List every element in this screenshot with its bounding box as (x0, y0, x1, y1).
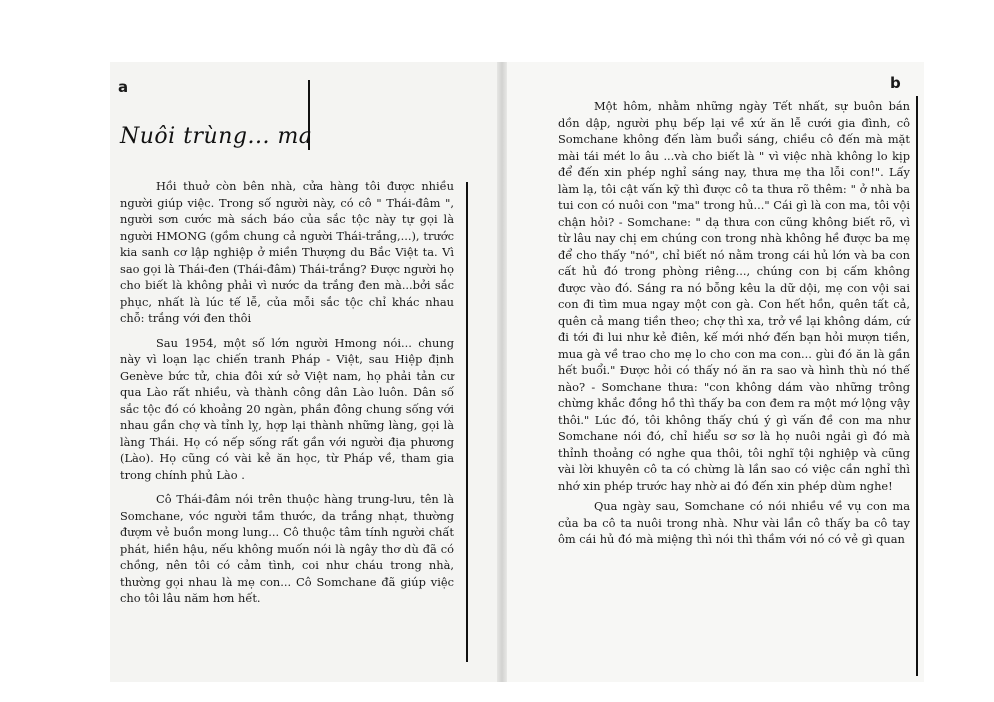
paragraph: Một hôm, nhằm những ngày Tết nhất, sự buôn bán dồn dập, người phụ bếp lại về xứ ăn lễ cưới gia đình, cô Somchane không đến làm buổi sáng, chiều cô đến mà mặt mài tái mét lo âu ...và cho biết là " vì việc nhà không lo kịp để đến xin phép nghỉ sáng nay, thưa mẹ tha lỗi con!". Lấy làm lạ, tôi cật vấn kỹ thì được cô ta thưa rõ thêm: " ở nhà ba tui con có nuôi con "ma" trong hủ..." Cái gì là con ma, tôi vội chận hỏi? - Somchane: " dạ thưa con cũng không biết rõ, vì từ lâu nay chị em chúng con trong nhà không hề được ba mẹ để cho thấy "nó", chỉ biết nó nằm trong cái hủ lớn và ba con cất hủ đó trong phòng riêng..., chúng con bị cấm không được vào đó. Sáng ra nó bỗng kêu la dữ dội, mẹ con vội sai con đi tìm mua ngay một con gà. Con hết hồn, quên tất cả, quên cả mang tiền theo; chợ thì xa, trở về lại không dám, cứ đi tới đi lui như kẻ điên, kế mới nhớ đến bạn hỏi mượn tiền, mua gà về trao cho mẹ lo cho con ma con... gùi đó ăn là gần hết buổi." Được hỏi có thấy nó ăn ra sao và hình thù nó thế nào? - Somchane thưa: "con không dám vào những trông chừng khắc đồng hồ thì thấy ba con đem ra một mớ lộng vậy thôi." Lúc đó, tôi không thấy chú ý gì vấn đề con ma như Somchane nói đó, chỉ hiểu sơ sơ là họ nuôi ngải gì đó mà thỉnh thoảng có nghe qua thôi, tôi nghĩ tội nghiệp và cũng vài lời khuyên cô ta có chừng là lần sao có việc cần nghỉ thì nhớ xin phép trước hay nhờ ai đó đến xin phép dùm nghe! (558, 99, 910, 493)
story-title: Nuôi trùng... ma (120, 124, 313, 149)
left-page-corner-label: a (118, 78, 129, 96)
paragraph: Qua ngày sau, Somchane có nói nhiều về vụ con ma của ba cô ta nuôi trong nhà. Như vài lần cô thấy ba cô tay ôm cái hủ đó mà miệng thì nói thì thầm với nó có vẻ gì quan (558, 499, 910, 546)
paragraph: Sau 1954, một số lớn người Hmong nói... chung này vì loạn lạc chiến tranh Pháp - Việt, sau Hiệp định Genève bức tử, chia đôi xứ sở Việt nam, họ phải tản cư qua Lào rất nhiều, và thành công dân Lào luôn. Dân số sắc tộc đó có khoảng 20 ngàn, phần đông chung sống với nhau gần chợ và tỉnh lỵ, hợp lại thành những làng, gọi là làng Thái. Họ có nếp sống rất gần với người địa phương (Lào). Họ cũng có vài kẻ ăn học, từ Pháp về, tham gia trong chính phủ Lào . (120, 335, 454, 482)
right-page-corner-label: b (890, 74, 901, 92)
book-spine (497, 62, 507, 682)
paragraph: Hồi thuở còn bên nhà, cửa hàng tôi được nhiều người giúp việc. Trong số người này, có cô " Thái-đâm ", người sơn cước mà sách báo của sắc tộc này tự gọi là người HMONG (gồm chung cả người Thái-trắng,...), trước kia sanh cơ lập nghiệp ở miền Thượng du Bắc Việt ta. Vì sao gọi là Thái-đen (Thái-đâm) Thái-trắng? Được người họ cho biết là không phải vì nước da trắng đen mà...bởi sắc phục, nhất là lúc tế lễ, của mỗi sắc tộc chỉ khác nhau chỗ: trắng với đen thôi (120, 179, 454, 325)
left-column-rule (466, 182, 468, 662)
right-column-rule (916, 96, 918, 676)
paragraph: Cô Thái-đâm nói trên thuộc hàng trung-lưu, tên là Somchane, vóc người tầm thước, da trắng nhạt, thường đượm vẻ buồn mong lung... Cô thuộc tâm tính người chất phát, hiền hậu, nếu không muốn nói là ngây thơ dù đã có chồng, nên tôi có cảm tình, coi như cháu trong nhà, thường gọi nhau là mẹ con... Cô Somchane đã giúp việc cho tôi lâu năm hơn hết. (120, 492, 454, 605)
left-text-column (120, 178, 454, 615)
right-text-column (558, 98, 910, 556)
